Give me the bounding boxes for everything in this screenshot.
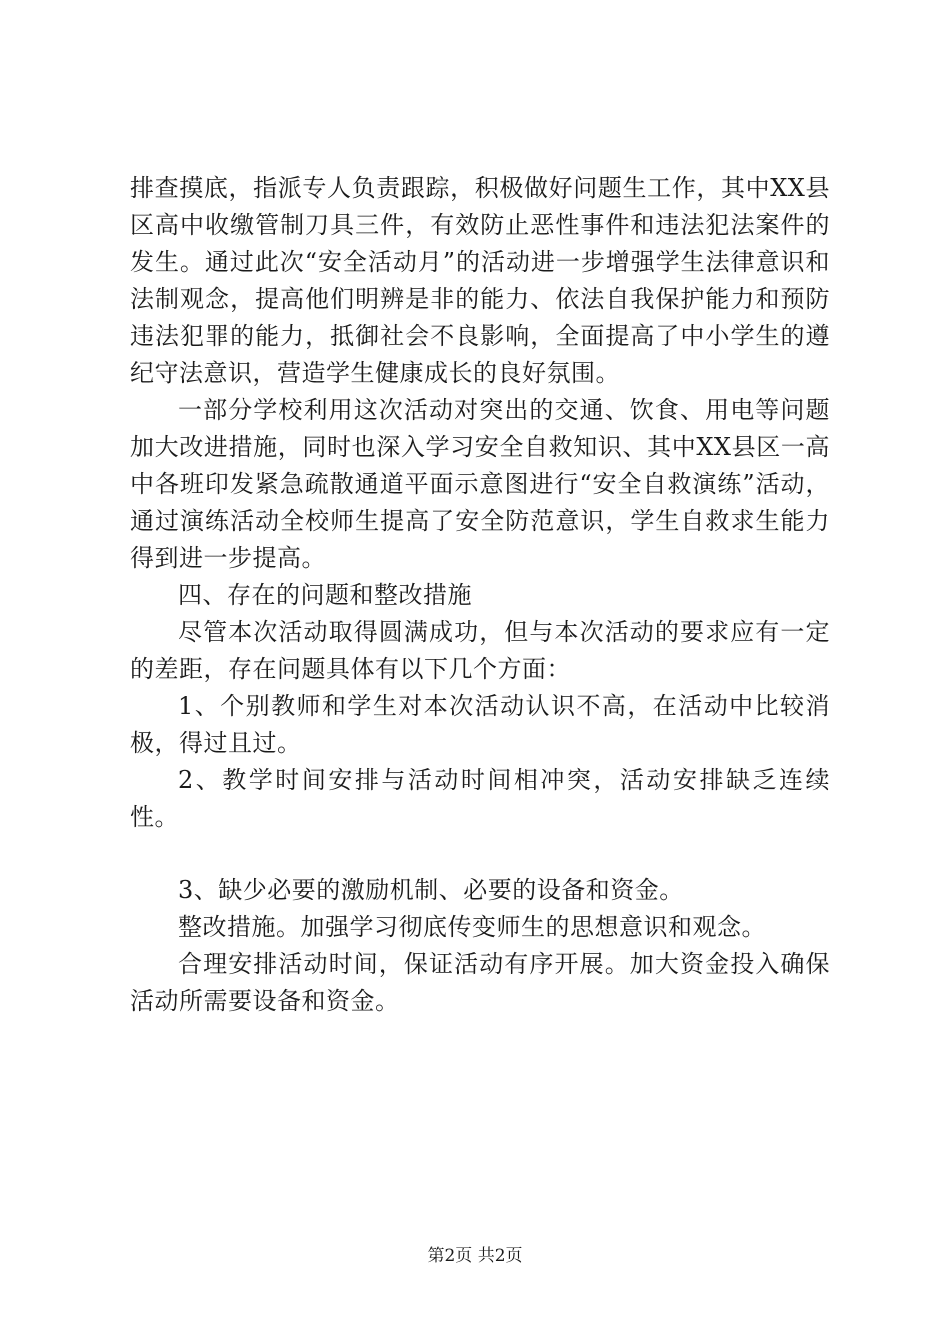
paragraph-rectification: 整改措施。加强学习彻底传变师生的思想意识和观念。 bbox=[178, 913, 766, 941]
page-footer: 第2页 共2页 bbox=[427, 1246, 523, 1266]
problem-item-3: 3、缺少必要的激励机制、必要的设备和资金。 bbox=[178, 876, 684, 904]
paragraph-school-improvements: 一部分学校利用这次活动对突出的交通、饮食、用电等问题加大改进措施，同时也深入学习安全自救知识、其中XX县区一高中各班印发紧急疏散通道平面示意图进行“安全自救演练”活动，通过演练活动全校师生提高了安全防范意识，学生自救求生能力得到进一步提高。 bbox=[130, 396, 830, 572]
paragraph-problems-intro: 尽管本次活动取得圆满成功，但与本次活动的要求应有一定的差距，存在问题具体有以下几个方面： bbox=[130, 618, 830, 683]
paragraph-arrangement: 合理安排活动时间，保证活动有序开展。加大资金投入确保活动所需要设备和资金。 bbox=[130, 950, 830, 1015]
problem-item-1: 1、个别教师和学生对本次活动认识不高，在活动中比较消极，得过且过。 bbox=[130, 692, 830, 757]
section-heading-problems: 四、存在的问题和整改措施 bbox=[178, 581, 472, 609]
paragraph-continuation: 排查摸底，指派专人负责跟踪，积极做好问题生工作，其中XX县区高中收缴管制刀具三件，有效防止恶性事件和违法犯法案件的发生。通过此次“安全活动月”的活动进一步增强学生法律意识和法制观念，提高他们明辨是非的能力、依法自我保护能力和预防违法犯罪的能力，抵御社会不良影响，全面提高了中小学生的遵纪守法意识，营造学生健康成长的良好氛围。 bbox=[130, 174, 830, 387]
problem-item-2: 2、教学时间安排与活动时间相冲突，活动安排缺乏连续性。 bbox=[130, 766, 830, 831]
document-body bbox=[130, 170, 830, 1020]
